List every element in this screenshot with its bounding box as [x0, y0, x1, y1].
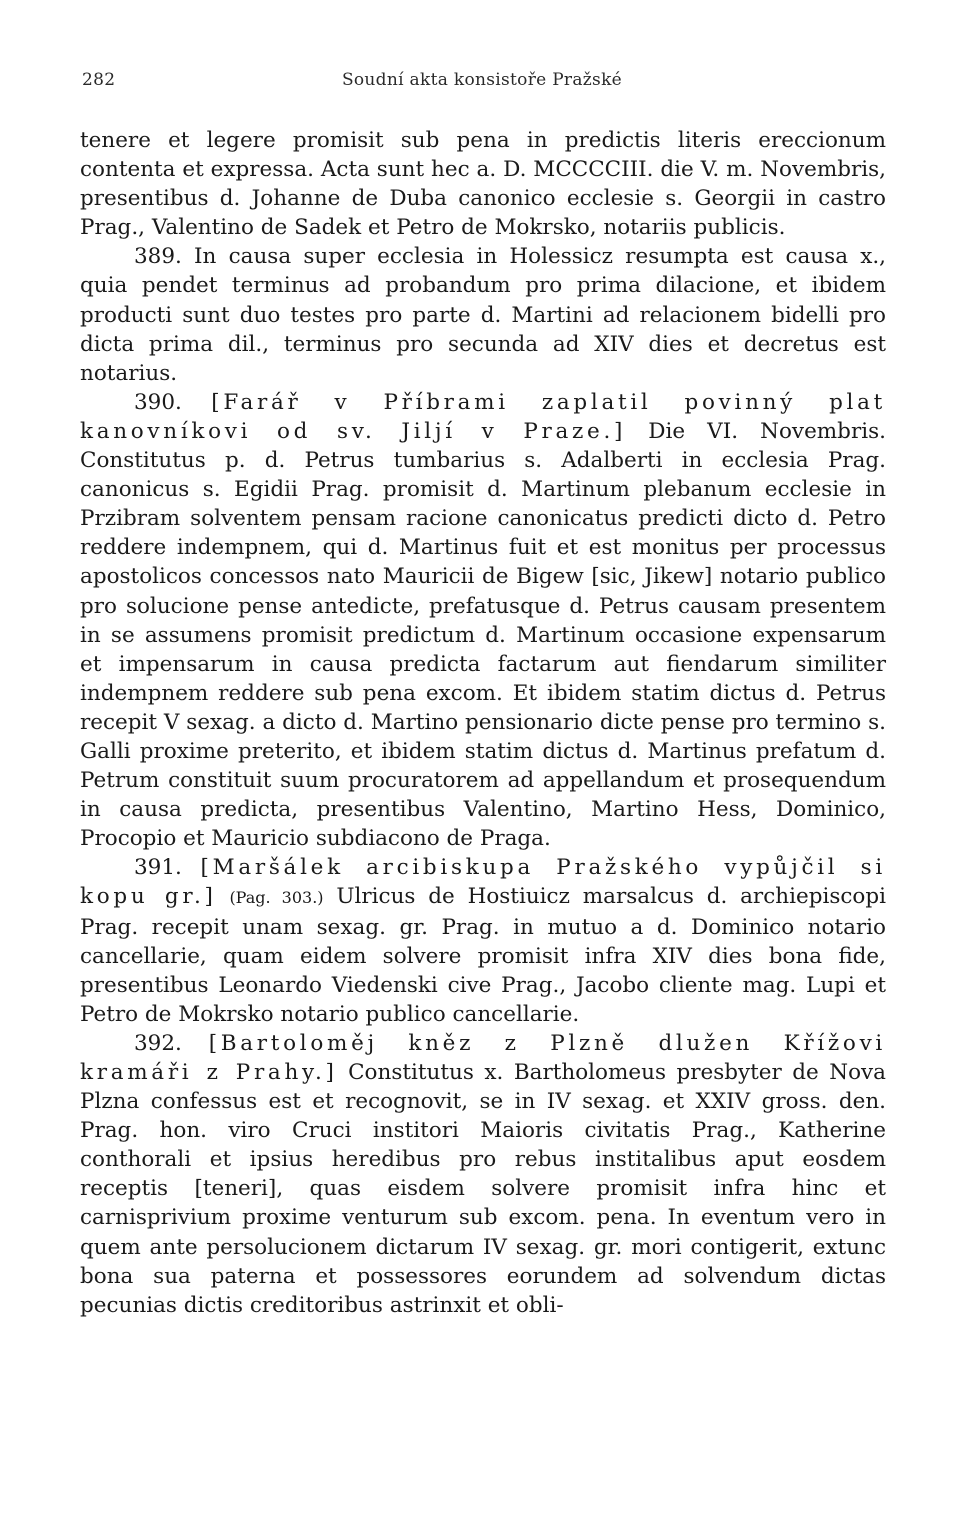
- entry-heading: [Bartoloměj kněz z Plzně dlužen Křížovi kramáři z Prahy.]: [80, 1030, 886, 1085]
- entry-392: [80, 1029, 886, 1320]
- entry-text: Ulricus de Hostiuicz marsalcus d. archiepiscopi Prag. recepit unam sexag. gr. Prag. in mutuo a d. Dominico notario cancellarie, quam eidem solvere promisit infra XIV dies bona fide, presentibus Leonardo Viedenski cive Prag., Jacobo cliente mag. Lupi et Petro de Mokrsko notario publico cancellarie.: [80, 884, 886, 1027]
- paragraph-continuation: tenere et legere promisit sub pena in predictis literis ereccionum contenta et expressa. Acta sunt hec a. D. MCCCCIII. die V. m. Novembris, presentibus d. Johanne de Duba canonico ecclesie s. Georgii in castro Prag., Valentino de Sadek et Petro de Mokrsko, notariis publicis.: [80, 128, 886, 241]
- page-reference: (Pag. 303.): [229, 888, 324, 908]
- entry-heading: [Maršálek arcibiskupa Pražského vypůjčil si kopu gr.]: [80, 855, 886, 910]
- entry-number: 391.: [134, 855, 182, 881]
- entry-heading: [Farář v Příbrami zaplatil povinný plat kanovníkovi od sv. Jiljí v Praze.]: [80, 389, 886, 444]
- page-number: 282: [82, 70, 116, 90]
- entry-number: 392.: [134, 1030, 182, 1056]
- entry-text: Die VI. Novembris. Constitutus p. d. Petrus tumbarius s. Adalberti in ecclesia Prag. canonicus s. Egidii Prag. promisit d. Martinum plebanum ecclesie in Przibram solventem pensam racione canonicatus predicti dicto d. Petro reddere indempnem, qui d. Martinus fuit et est monitus per processus apostolicos concessos nato Mauricii de Bigew [sic, Jikew] notario publico pro solucione pense antedicte, prefatusque d. Petrus causam presentem in se assumens promisit predictum d. Martinum occasione expensarum et impensarum in causa predicta factarum aut fiendarum similiter indempnem reddere sub pena excom. Et ibidem statim dictus d. Petrus recepit V sexag. a dicto d. Martino pensionario dicte pense pro termino s. Galli proxime preterito, et ibidem statim dictus d. Martinus prefatum d. Petrum constituit suum procuratorem ad appellandum et prosequendum in causa predicta, presentibus Valentino, Martino Hess, Dominico, Procopio et Mauricio subdiacono de Praga.: [80, 418, 886, 852]
- body-text: [80, 126, 886, 1320]
- page-header: [82, 70, 882, 100]
- entry-389: 389. In causa super ecclesia in Holessicz resumpta est causa x., quia pendet terminus ad probandum pro prima dilacione, et ibidem producti sunt duo testes pro parte d. Martini ad relacionem bidelli pro dicta prima dil., terminus pro secunda ad XIV dies et decretus est notarius.: [80, 244, 886, 386]
- running-title: Soudní akta konsistoře Pražské: [341, 70, 623, 90]
- entry-text: Constitutus x. Bartholomeus presbyter de Nova Plzna confessus est et recognovit, se in IV sexag. et XXIV gross. den. Prag. hon. viro Cruci institori Maioris civitatis Prag., Katherine conthorali et ipsius heredibus pro rebus institalibus aput eosdem receptis [teneri], quas eisdem solvere promisit infra hinc et carnisprivium proxime venturum sub excom. pena. In eventum vero in quem ante persolucionem dictarum IV sexag. gr. mori contigerit, extunc bona sua paterna et possessores eorundem ad solvendum dictas pecunias dictis creditoribus astrinxit et obli-: [80, 1060, 886, 1318]
- entry-390: [80, 388, 886, 854]
- entry-391: [80, 853, 886, 1029]
- entry-number: 390.: [134, 389, 182, 415]
